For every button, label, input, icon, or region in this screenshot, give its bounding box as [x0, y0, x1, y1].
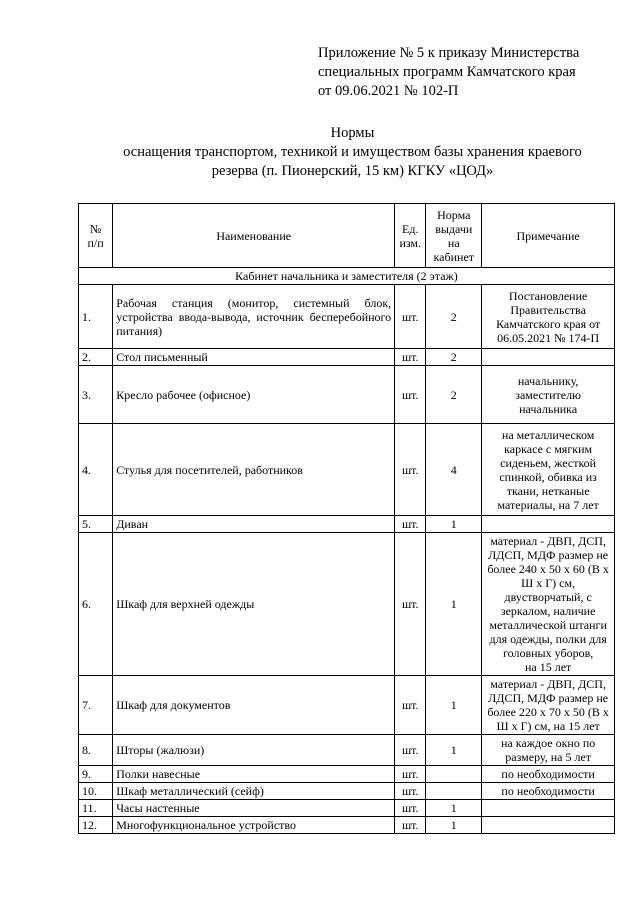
row-note: на металлическом каркасе с мягким сиденьем, жесткой спинкой, обивка из ткани, нетканые материалы, на 7 лет: [482, 424, 615, 516]
appendix-line: Приложение № 5 к приказу Министерства: [318, 45, 580, 61]
row-unit: шт.: [395, 800, 426, 817]
row-note: по необходимости: [482, 766, 615, 783]
row-norm: [426, 766, 482, 783]
row-unit: шт.: [395, 676, 426, 735]
table-row: [79, 285, 615, 349]
row-name: Кресло рабочее (офисное): [113, 366, 395, 424]
title-line: резерва (п. Пионерский, 15 км) КГКУ «ЦОД»: [211, 163, 494, 179]
row-name: Шкаф для верхней одежды: [113, 533, 395, 676]
row-unit: шт.: [395, 533, 426, 676]
row-norm: 2: [426, 285, 482, 349]
table-row: [79, 533, 615, 676]
row-number: 1.: [79, 285, 113, 349]
table-row: [79, 349, 615, 366]
row-unit: шт.: [395, 285, 426, 349]
table-row: [79, 366, 615, 424]
norms-table: [78, 203, 615, 834]
row-norm: 1: [426, 533, 482, 676]
header-name: Наименование: [113, 204, 395, 268]
table-row: [79, 676, 615, 735]
row-number: 3.: [79, 366, 113, 424]
row-unit: шт.: [395, 735, 426, 766]
header-norm: Норма выдачи на кабинет: [426, 204, 482, 268]
row-number: 11.: [79, 800, 113, 817]
row-norm: 1: [426, 735, 482, 766]
row-unit: шт.: [395, 366, 426, 424]
row-note: [482, 800, 615, 817]
row-name: Шкаф металлический (сейф): [113, 783, 395, 800]
row-name: Многофункциональное устройство: [113, 817, 395, 834]
row-number: 10.: [79, 783, 113, 800]
row-note: материал - ДВП, ДСП, ЛДСП, МДФ размер не более 220 х 70 х 50 (В х Ш х Г) см, на 15 лет: [482, 676, 615, 735]
title-line: оснащения транспортом, техникой и имуществом базы хранения краевого: [123, 144, 582, 160]
header-note: Примечание: [482, 204, 615, 268]
row-note: [482, 516, 615, 533]
row-note: начальнику, заместителю начальника: [482, 366, 615, 424]
table-row: [79, 800, 615, 817]
row-name: Шкаф для документов: [113, 676, 395, 735]
row-number: 12.: [79, 817, 113, 834]
row-name: Стол письменный: [113, 349, 395, 366]
row-note: Постановление Правительства Камчатского края от 06.05.2021 № 174-П: [482, 285, 615, 349]
row-name: Стулья для посетителей, работников: [113, 424, 395, 516]
row-number: 2.: [79, 349, 113, 366]
row-name: Диван: [113, 516, 395, 533]
table-row: [79, 424, 615, 516]
row-name: Часы настенные: [113, 800, 395, 817]
table-row: [79, 817, 615, 834]
row-unit: шт.: [395, 817, 426, 834]
row-norm: 2: [426, 366, 482, 424]
row-unit: шт.: [395, 766, 426, 783]
row-name: Рабочая станция (монитор, системный блок, устройства ввода-вывода, источник бесперебойного питания): [113, 285, 395, 349]
row-norm: 1: [426, 800, 482, 817]
row-note: по необходимости: [482, 783, 615, 800]
row-number: 5.: [79, 516, 113, 533]
row-norm: 4: [426, 424, 482, 516]
header-num: № п/п: [79, 204, 113, 268]
row-number: 4.: [79, 424, 113, 516]
row-unit: шт.: [395, 349, 426, 366]
row-norm: 1: [426, 676, 482, 735]
row-note: [482, 817, 615, 834]
title-heading: Нормы: [330, 125, 375, 141]
table-row: [79, 735, 615, 766]
section-title: Кабинет начальника и заместителя (2 этаж): [79, 268, 615, 285]
table-header-row: [79, 204, 615, 268]
row-number: 8.: [79, 735, 113, 766]
row-unit: шт.: [395, 783, 426, 800]
table-row: [79, 516, 615, 533]
row-note: материал - ДВП, ДСП, ЛДСП, МДФ размер не более 240 х 50 х 60 (В х Ш х Г) см, двустворчатый, с зеркалом, наличие металлической штанги для одежды, полки для головных уборов, на 15 лет: [482, 533, 615, 676]
document-title: [90, 124, 615, 181]
row-note: [482, 349, 615, 366]
row-norm: [426, 783, 482, 800]
row-name: Шторы (жалюзи): [113, 735, 395, 766]
row-unit: шт.: [395, 516, 426, 533]
header-unit: Ед. изм.: [395, 204, 426, 268]
table-row: [79, 766, 615, 783]
row-norm: 2: [426, 349, 482, 366]
row-number: 9.: [79, 766, 113, 783]
row-norm: 1: [426, 516, 482, 533]
appendix-reference: [318, 44, 618, 101]
section-row: [79, 268, 615, 285]
appendix-line: от 09.06.2021 № 102-П: [318, 83, 459, 99]
table-row: [79, 783, 615, 800]
row-unit: шт.: [395, 424, 426, 516]
row-number: 6.: [79, 533, 113, 676]
row-number: 7.: [79, 676, 113, 735]
row-norm: 1: [426, 817, 482, 834]
row-name: Полки навесные: [113, 766, 395, 783]
row-note: на каждое окно по размеру, на 5 лет: [482, 735, 615, 766]
appendix-line: специальных программ Камчатского края: [318, 64, 576, 80]
